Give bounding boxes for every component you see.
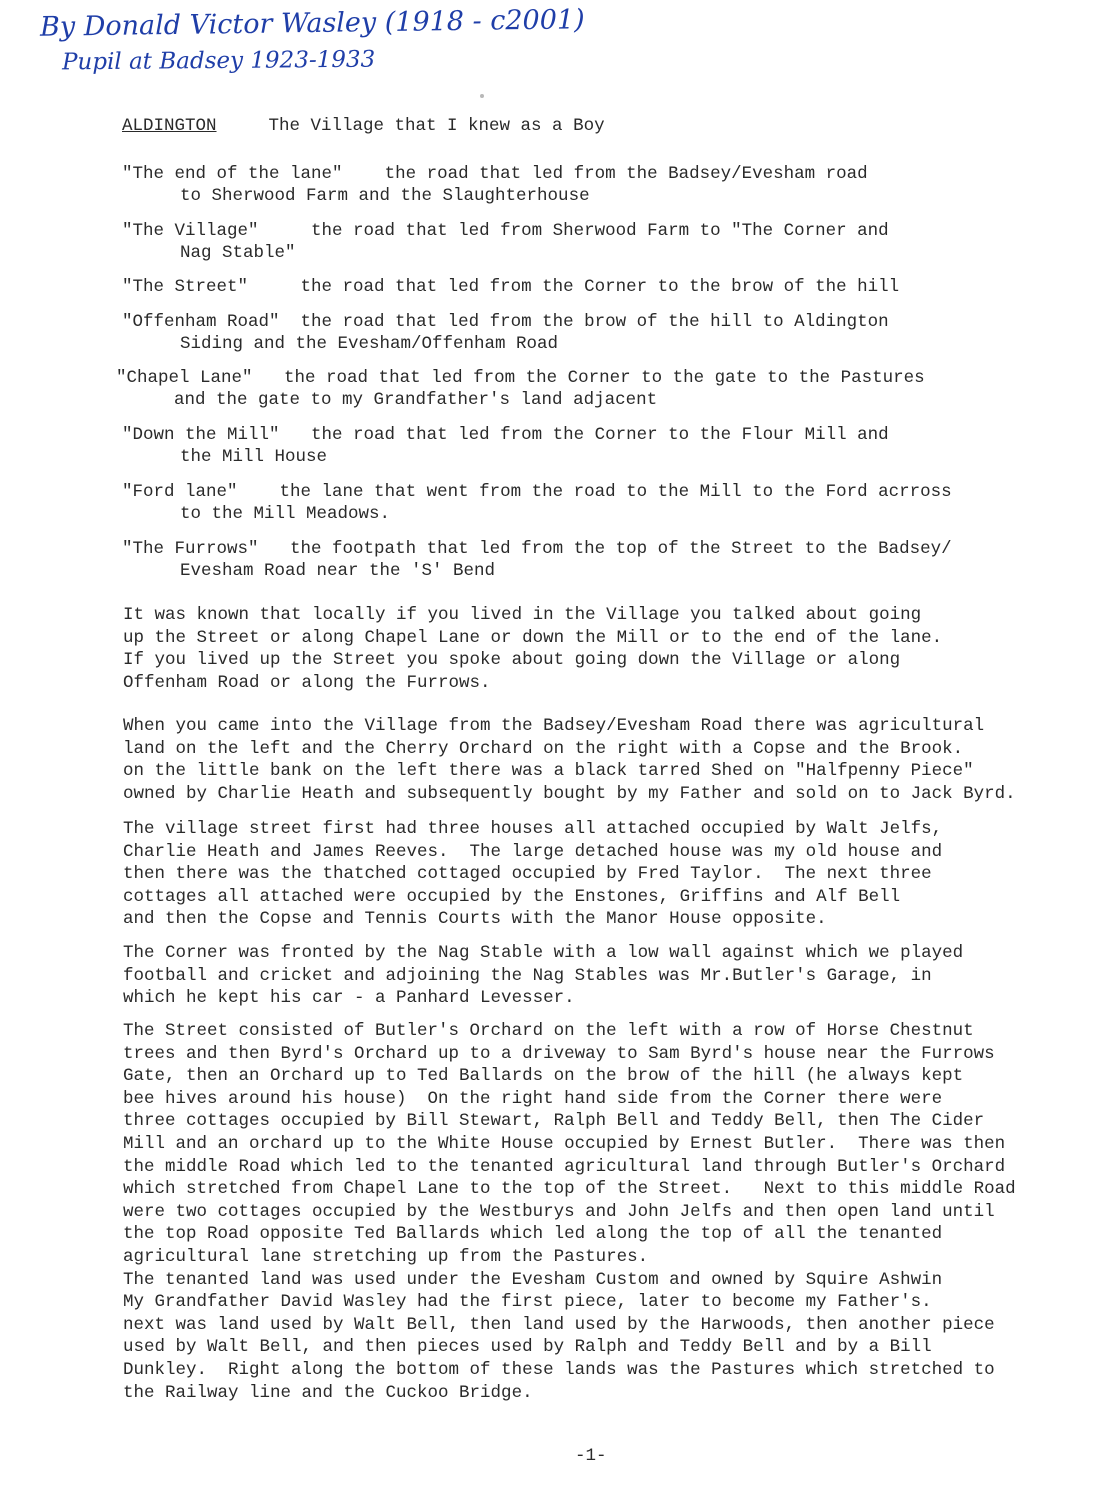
definition-text: the lane that went from the road to the Mill to the Ford acrross xyxy=(279,482,952,502)
definition-village xyxy=(122,220,889,264)
definition-down-the-mill xyxy=(122,424,889,468)
definition-term: "The Furrows" xyxy=(122,539,259,559)
definition-continuation: and the gate to my Grandfather's land adjacent xyxy=(174,390,658,410)
handwritten-author-note: By Donald Victor Wasley (1918 - c2001) xyxy=(39,4,585,43)
definition-continuation: to the Mill Meadows. xyxy=(180,504,391,524)
definition-ford-lane xyxy=(122,481,952,525)
definition-term: "The end of the lane" xyxy=(122,164,343,184)
definition-term: "The Street" xyxy=(122,277,249,297)
definition-text: the road that led from Sherwood Farm to "The Corner and xyxy=(311,221,889,241)
paragraph-entering-village: When you came into the Village from the Badsey/Evesham Road there was agricultural land on the left and the Cherry Orchard on the right with a Copse and the Brook. on the little bank on the left there was a black tarred Shed on "Halfpenny Piece" owned by Charlie Heath and subsequently bought by my Father and sold on to Jack Byrd. xyxy=(123,716,1016,804)
definition-offenham-road xyxy=(122,311,889,355)
definition-continuation: Siding and the Evesham/Offenham Road xyxy=(180,334,559,354)
definition-continuation: the Mill House xyxy=(180,447,328,467)
definition-text: the road that led from the brow of the hill to Aldington xyxy=(300,312,889,332)
paragraph-the-corner: The Corner was fronted by the Nag Stable with a low wall against which we played football and cricket and adjoining the Nag Stables was Mr.Butler's Garage, in which he kept his car - a Panhard Levesser. xyxy=(123,943,964,1009)
definition-term: "The Village" xyxy=(122,221,259,241)
definition-continuation: to Sherwood Farm and the Slaughterhouse xyxy=(180,186,590,206)
handwritten-pupil-note: Pupil at Badsey 1923-1933 xyxy=(61,46,376,76)
document-heading xyxy=(122,116,605,136)
page-number: -1- xyxy=(575,1446,607,1466)
definition-text: the road that led from the Corner to the brow of the hill xyxy=(300,277,900,297)
definition-term: "Offenham Road" xyxy=(122,312,280,332)
paragraph-the-street: The Street consisted of Butler's Orchard on the left with a row of Horse Chestnut trees and then Byrd's Orchard up to a driveway to Sam Byrd's house near the Furrows Gate, then an Orchard up to Ted Ballards on the brow of the hill (he always kept bee hives around his house) On the right hand side from the Corner there were three cottages occupied by Bill Stewart, Ralph Bell and Teddy Bell, then The Cider Mill and an orchard up to the White House occupied by Ernest Butler. There was then the middle Road which led to the tenanted agricultural land through Butler's Orchard which stretched from Chapel Lane to the top of the Street. Next to this middle Road were two cottages occupied by the Westburys and John Jelfs and then open land until the top Road opposite Ted Ballards which led along the top of all the tenanted agricultural lane stretching up from the Pastures. The tenanted land was used under the Evesham Custom and owned by Squire Ashwin My Grandfather David Wasley had the first piece, later to become my Father's. next was land used by Walt Bell, then land used by the Harwoods, then another piece used by Walt Bell, and then pieces used by Ralph and Teddy Bell and by a Bill Dunkley. Right along the bottom of these lands was the Pastures which stretched to the Railway line and the Cuckoo Bridge. xyxy=(123,1021,1016,1403)
paragraph-village-street: The village street first had three houses all attached occupied by Walt Jelfs, Charlie Heath and James Reeves. The large detached house was my old house and then there was the thatched cottaged occupied by Fred Taylor. The next three cottages all attached were occupied by the Enstones, Griffins and Alf Bell and then the Copse and Tennis Courts with the Manor House opposite. xyxy=(123,819,943,930)
definition-text: the road that led from the Corner to the Flour Mill and xyxy=(311,425,889,445)
definition-text: the road that led from the Corner to the gate to the Pastures xyxy=(284,368,925,388)
definition-chapel-lane xyxy=(116,367,925,411)
definition-continuation: Nag Stable" xyxy=(180,243,296,263)
heading-place: ALDINGTON xyxy=(122,116,217,136)
paragraph-local-usage: It was known that locally if you lived in the Village you talked about going up the Street or along Chapel Lane or down the Mill or to the end of the lane. If you lived up the Street you spoke about going down the Village or along Offenham Road or along the Furrows. xyxy=(123,605,943,693)
definition-continuation: Evesham Road near the 'S' Bend xyxy=(180,561,496,581)
definition-street xyxy=(122,276,899,298)
ink-speck xyxy=(480,94,484,98)
definition-end-of-lane xyxy=(122,163,868,207)
definition-term: "Down the Mill" xyxy=(122,425,280,445)
definition-term: "Ford lane" xyxy=(122,482,238,502)
heading-subtitle: The Village that I knew as a Boy xyxy=(268,116,605,136)
definition-term: "Chapel Lane" xyxy=(116,368,253,388)
definition-text: the road that led from the Badsey/Evesham road xyxy=(384,164,868,184)
definition-furrows xyxy=(122,538,952,582)
definition-text: the footpath that led from the top of the Street to the Badsey/ xyxy=(290,539,952,559)
